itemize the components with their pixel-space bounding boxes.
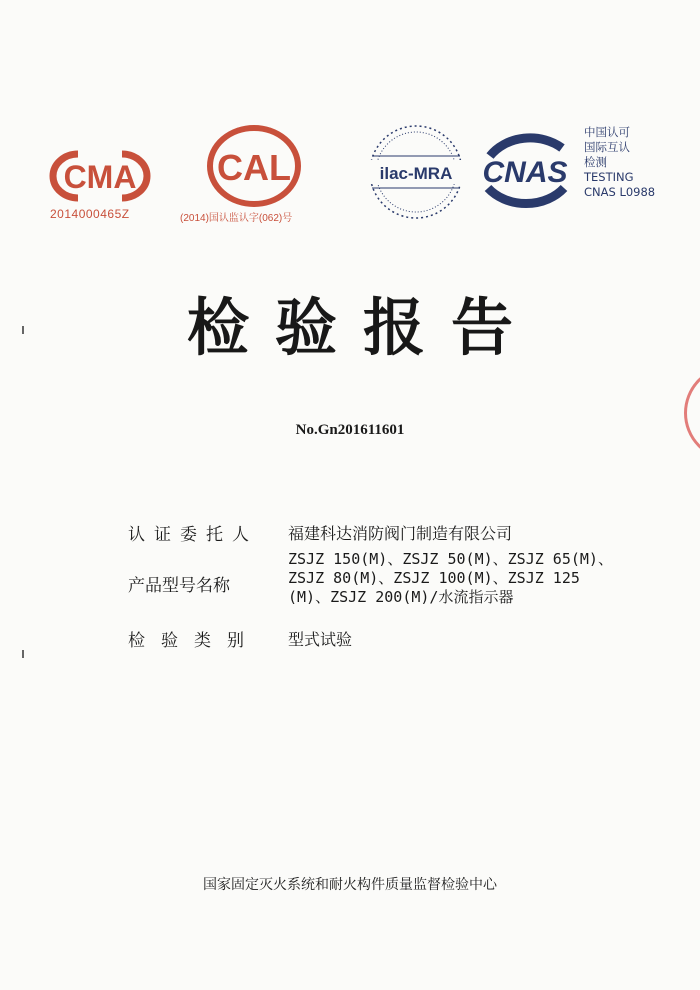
test-type-label: 检验类别: [128, 631, 260, 651]
cnas-line: CNAS L0988: [584, 185, 656, 199]
report-number: No.Gn201611601: [295, 422, 405, 438]
product-value: ZSJZ 150(M)、ZSJZ 50(M)、ZSJZ 65(M)、 ZSJZ 80(M)、ZSJZ 100(M)、ZSJZ 125 (M)、ZSJZ 200(M)/水流指示器: [288, 550, 613, 606]
ilac-text: ilac-MRA: [379, 164, 453, 183]
cnas-line: 检测: [584, 155, 607, 169]
scan-mark: [22, 650, 24, 658]
cma-code: 2014000465Z: [50, 207, 130, 221]
test-type-value: 型式试验: [288, 630, 353, 649]
client-value: 福建科达消防阀门制造有限公司: [288, 524, 513, 543]
ilac-mra-logo: [364, 120, 468, 228]
cma-text: CMA: [63, 159, 137, 195]
cal-logo: [206, 124, 302, 212]
scan-mark: [22, 326, 24, 334]
cal-code: (2014)国认监认字(062)号: [180, 213, 293, 224]
client-label: 认证委托人: [128, 525, 258, 545]
cnas-line: TESTING: [584, 170, 634, 184]
report-title: 检验报告: [186, 291, 539, 364]
cal-text: CAL: [217, 147, 291, 188]
product-label: 产品型号名称: [128, 576, 230, 596]
cnas-text: CNAS: [482, 156, 568, 189]
cnas-line: 中国认可: [584, 125, 630, 139]
cnas-accreditation-text: [584, 125, 655, 200]
cma-logo: [48, 148, 152, 208]
cnas-line: 国际互认: [584, 140, 630, 154]
issuing-organization: 国家固定灭火系统和耐火构件质量监督检验中心: [203, 877, 497, 893]
official-stamp: [684, 365, 700, 461]
cnas-logo: [470, 126, 580, 216]
